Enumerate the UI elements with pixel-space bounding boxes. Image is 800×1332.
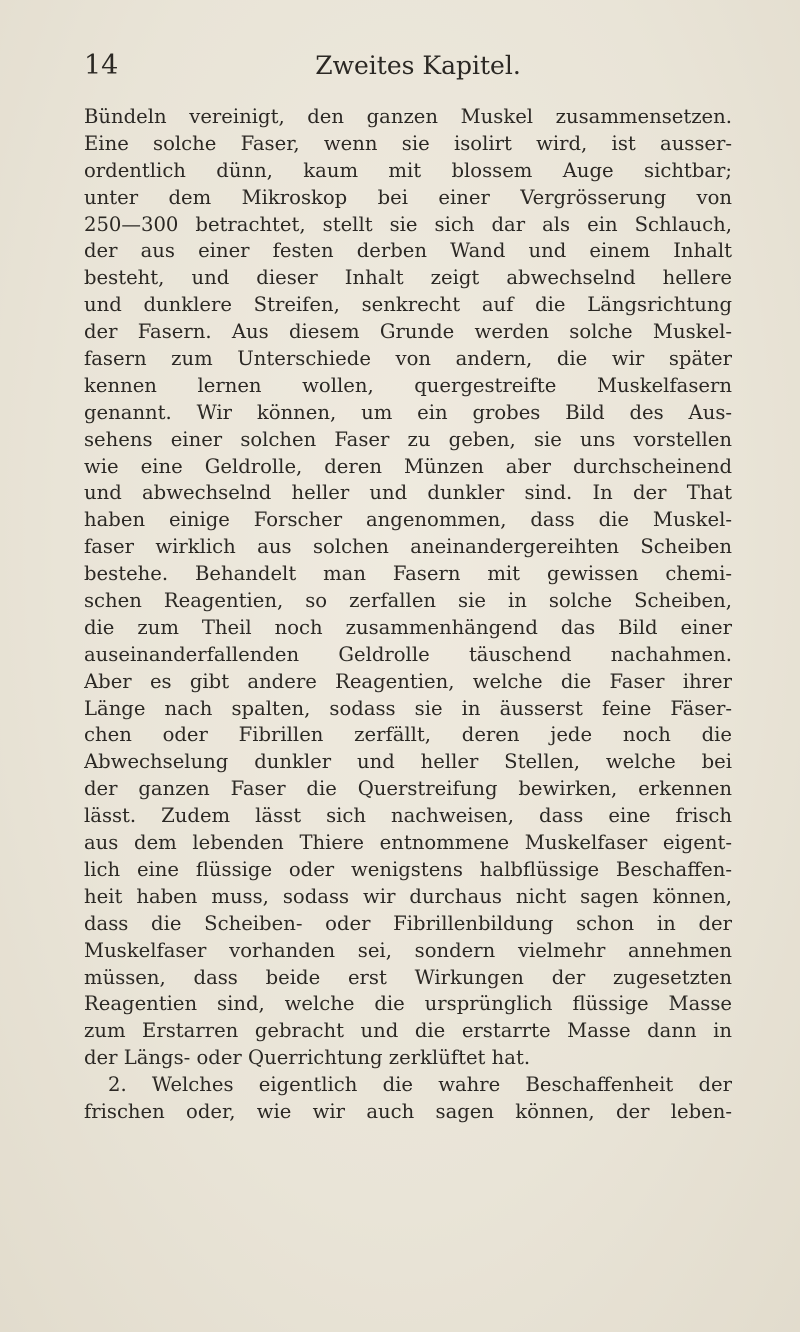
text-line: frischen oder, wie wir auch sagen können, der leben-	[84, 1099, 732, 1123]
text-line: und abwechselnd heller und dunkler sind. In der That	[84, 481, 732, 505]
text-line: wie eine Geldrolle, deren Münzen aber durchscheinend	[84, 454, 732, 478]
text-line: sehens einer solchen Faser zu geben, sie uns vorstellen	[84, 427, 732, 451]
text-line: schen Reagentien, so zerfallen sie in solche Scheiben,	[84, 589, 732, 613]
text-line: die zum Theil noch zusammenhängend das Bild einer	[84, 615, 732, 639]
text-line: aus dem lebenden Thiere entnommene Muskelfaser eigent-	[84, 831, 732, 855]
text-line: bestehe. Behandelt man Fasern mit gewissen chemi-	[84, 562, 732, 586]
page-number: 14	[84, 50, 119, 81]
text-line: 250—300 betrachtet, stellt sie sich dar als ein Schlauch,	[84, 212, 732, 236]
text-line: der ganzen Faser die Querstreifung bewirken, erkennen	[84, 777, 732, 801]
text-line: faser wirklich aus solchen aneinandergereihten Scheiben	[84, 535, 732, 559]
text-line: Abwechselung dunkler und heller Stellen, welche bei	[84, 750, 732, 774]
body-text	[84, 104, 732, 1126]
text-line: Reagentien sind, welche die ursprünglich flüssige Masse	[84, 992, 732, 1016]
text-line: fasern zum Unterschiede von andern, die wir später	[84, 347, 732, 371]
text-line: Länge nach spalten, sodass sie in äusserst feine Fäser-	[84, 696, 732, 720]
running-head: Zweites Kapitel.	[315, 51, 521, 80]
text-line: der Fasern. Aus diesem Grunde werden solche Muskel-	[84, 320, 732, 344]
text-line: heit haben muss, sodass wir durchaus nicht sagen können,	[84, 884, 732, 908]
text-line: haben einige Forscher angenommen, dass die Muskel-	[84, 508, 732, 532]
page-header	[80, 46, 730, 86]
text-line: Eine solche Faser, wenn sie isolirt wird, ist ausser-	[84, 131, 732, 155]
text-line: dass die Scheiben- oder Fibrillenbildung schon in der	[84, 911, 732, 935]
text-line: ordentlich dünn, kaum mit blossem Auge sichtbar;	[84, 158, 732, 182]
text-line: 2. Welches eigentlich die wahre Beschaffenheit der	[108, 1073, 732, 1097]
text-line: lich eine flüssige oder wenigstens halbflüssige Beschaffen-	[84, 857, 732, 881]
text-line: auseinanderfallenden Geldrolle täuschend nachahmen.	[84, 642, 732, 666]
text-line: Muskelfaser vorhanden sei, sondern vielmehr annehmen	[84, 938, 732, 962]
text-line: chen oder Fibrillen zerfällt, deren jede noch die	[84, 723, 732, 747]
text-line: und dunklere Streifen, senkrecht auf die Längsrichtung	[84, 293, 732, 317]
text-line: Aber es gibt andere Reagentien, welche die Faser ihrer	[84, 669, 732, 693]
text-line: der aus einer festen derben Wand und einem Inhalt	[84, 239, 732, 263]
text-line: der Längs- oder Querrichtung zerklüftet hat.	[84, 1046, 531, 1070]
text-line: Bündeln vereinigt, den ganzen Muskel zusammensetzen.	[84, 105, 732, 128]
text-line: zum Erstarren gebracht und die erstarrte Masse dann in	[84, 1019, 732, 1043]
text-line: müssen, dass beide erst Wirkungen der zugesetzten	[84, 965, 732, 989]
text-line: lässt. Zudem lässt sich nachweisen, dass eine frisch	[84, 804, 732, 828]
text-line: unter dem Mikroskop bei einer Vergrösserung von	[84, 185, 732, 209]
text-line: besteht, und dieser Inhalt zeigt abwechselnd hellere	[84, 266, 732, 290]
text-line: genannt. Wir können, um ein grobes Bild des Aus-	[84, 400, 732, 424]
text-line: kennen lernen wollen, quergestreifte Muskelfasern	[84, 373, 732, 397]
